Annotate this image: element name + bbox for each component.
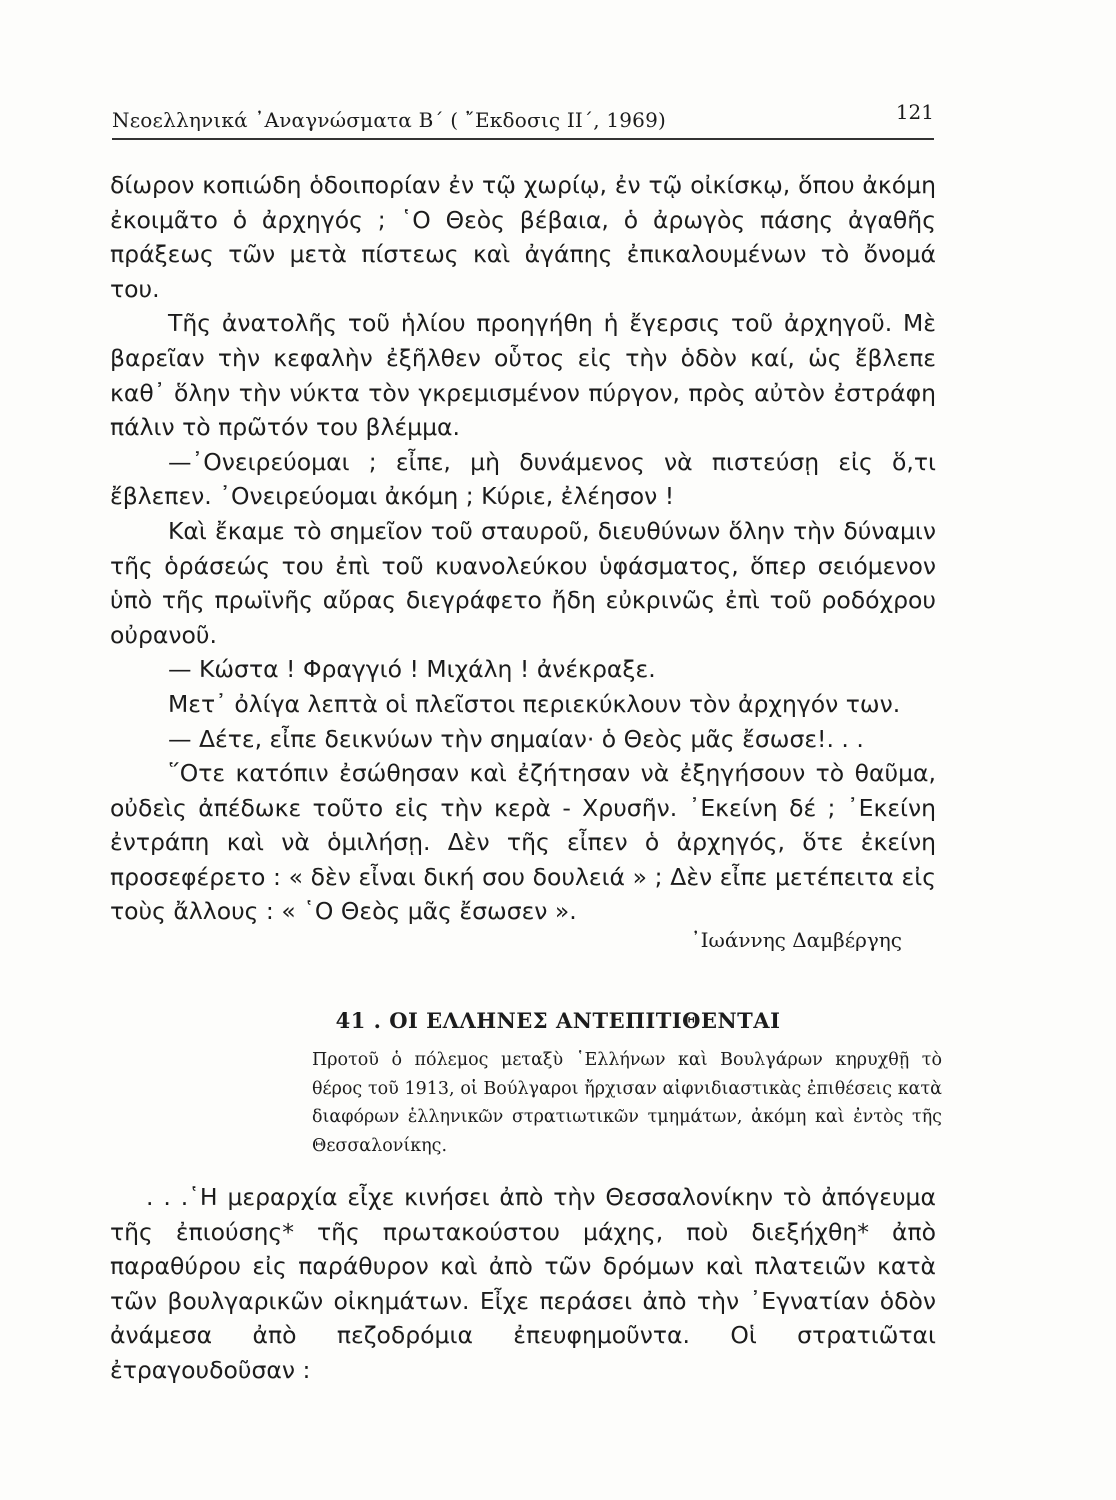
author-signature: ᾿Ιωάννης Δαμβέργης bbox=[690, 928, 902, 952]
running-title: Νεοελληνικά ᾿Αναγνώσματα Β΄ ( ῎Εκδοσις ΙΙ΄, 1969) bbox=[112, 108, 667, 132]
paragraph: — Κώστα ! Φραγγιό ! Μιχάλη ! ἀνέκραξε. bbox=[168, 655, 656, 684]
paragraph: —᾿Ονειρεύομαι ; εἶπε, μὴ δυνάμενος νὰ πιστεύσῃ εἰς ὅ,τι ἔβλεπεν. ᾿Ονειρεύομαι ἀκόμη ; Κύριε, ἐλέησον ! bbox=[110, 447, 936, 511]
paragraph: Καὶ ἔκαμε τὸ σημεῖον τοῦ σταυροῦ, διευθύνων ὅλην τὴν δύναμιν τῆς ὁράσεώς του ἐπὶ τοῦ κυανολεύκου ὑφάσματος, ὅπερ σειόμενον ὑπὸ τῆς πρωϊνῆς αὔρας διεγράφετο ἤδη εὐκρινῶς ἐπὶ τοῦ ροδόχρου οὐρανοῦ. bbox=[110, 516, 936, 649]
paragraph: δίωρον κοπιώδη ὁδοιπορίαν ἐν τῷ χωρίῳ, ἐν τῷ οἰκίσκῳ, ὅπου ἀκόμη ἐκοιμᾶτο ὁ ἀρχηγός ; ῾Ο Θεὸς βέβαια, ὁ ἀρωγὸς πάσης ἀγαθῆς πράξεως τῶν μετὰ πίστεως καὶ ἀγάπης ἐπικαλουμένων τὸ ὄνομά του. bbox=[110, 171, 936, 303]
running-header bbox=[112, 98, 934, 140]
paragraph: . . .῾Η μεραρχία εἶχε κινήσει ἀπὸ τὴν Θεσσαλονίκην τὸ ἀπόγευμα τῆς ἐπιούσης* τῆς πρωτακούστου μάχης, ποὺ διεξήχθη* ἀπὸ παραθύρου εἰς παράθυρον καὶ ἀπὸ τῶν δρόμων καὶ πλατειῶν κατὰ τῶν βουλγαρικῶν οἰκημάτων. Εἶχε περάσει ἀπὸ τὴν ᾿Εγνατίαν ὁδὸν ἀνάμεσα ἀπὸ πεζοδρόμια ἐπευφημοῦντα. Οἱ στρατιῶται ἐτραγουδοῦσαν : bbox=[110, 1183, 936, 1384]
chapter-heading: 41 . ΟΙ ΕΛΛΗΝΕΣ ΑΝΤΕΠΙΤΙΘΕΝΤΑΙ bbox=[335, 1008, 781, 1033]
paragraph: — Δέτε, εἶπε δεικνύων τὴν σημαίαν· ὁ Θεὸς μᾶς ἔσωσε!. . . bbox=[168, 724, 864, 753]
chapter-intro: Προτοῦ ὁ πόλεμος μεταξὺ ῾Ελλήνων καὶ Βουλγάρων κηρυχθῇ τὸ θέρος τοῦ 1913, οἱ Βούλγαροι ἤρχισαν αἰφνιδιαστικὰς ἐπιθέσεις κατὰ διαφόρων ἑλληνικῶν στρατιωτικῶν τμημάτων, ἀκόμη καὶ ἐντὸς τῆς Θεσσαλονίκης. bbox=[312, 1050, 942, 1156]
page-number: 121 bbox=[895, 100, 934, 124]
chapter-passage bbox=[110, 1180, 936, 1387]
story-text bbox=[110, 168, 936, 929]
paragraph: Τῆς ἀνατολῆς τοῦ ἡλίου προηγήθη ἡ ἔγερσις τοῦ ἀρχηγοῦ. Μὲ βαρεῖαν τὴν κεφαλὴν ἐξῆλθεν οὗτος εἰς τὴν ὁδὸν καί, ὡς ἔβλεπε καθ᾿ ὅλην τὴν νύκτα τὸν γκρεμισμένον πύργον, πρὸς αὐτὸν ἐστράφη πάλιν τὸ πρῶτόν του βλέμμα. bbox=[110, 309, 936, 442]
paragraph: Μετ᾿ ὀλίγα λεπτὰ οἱ πλεῖστοι περιεκύκλουν τὸν ἀρχηγόν των. bbox=[168, 689, 901, 718]
paragraph: ῞Οτε κατόπιν ἐσώθησαν καὶ ἐζήτησαν νὰ ἐξηγήσουν τὸ θαῦμα, οὐδεὶς ἀπέδωκε τοῦτο εἰς τὴν κερὰ - Χρυσῆν. ᾿Εκείνη δέ ; ᾿Εκείνη ἐντράπη καὶ νὰ ὁμιλήσῃ. Δὲν τῆς εἶπεν ὁ ἀρχηγός, ὅτε ἐκείνη προσεφέρετο : « δὲν εἶναι δική σου δουλειά » ; Δὲν εἶπε μετέπειτα εἰς τοὺς ἄλλους : « ῾Ο Θεὸς μᾶς ἔσωσεν ». bbox=[110, 759, 936, 926]
